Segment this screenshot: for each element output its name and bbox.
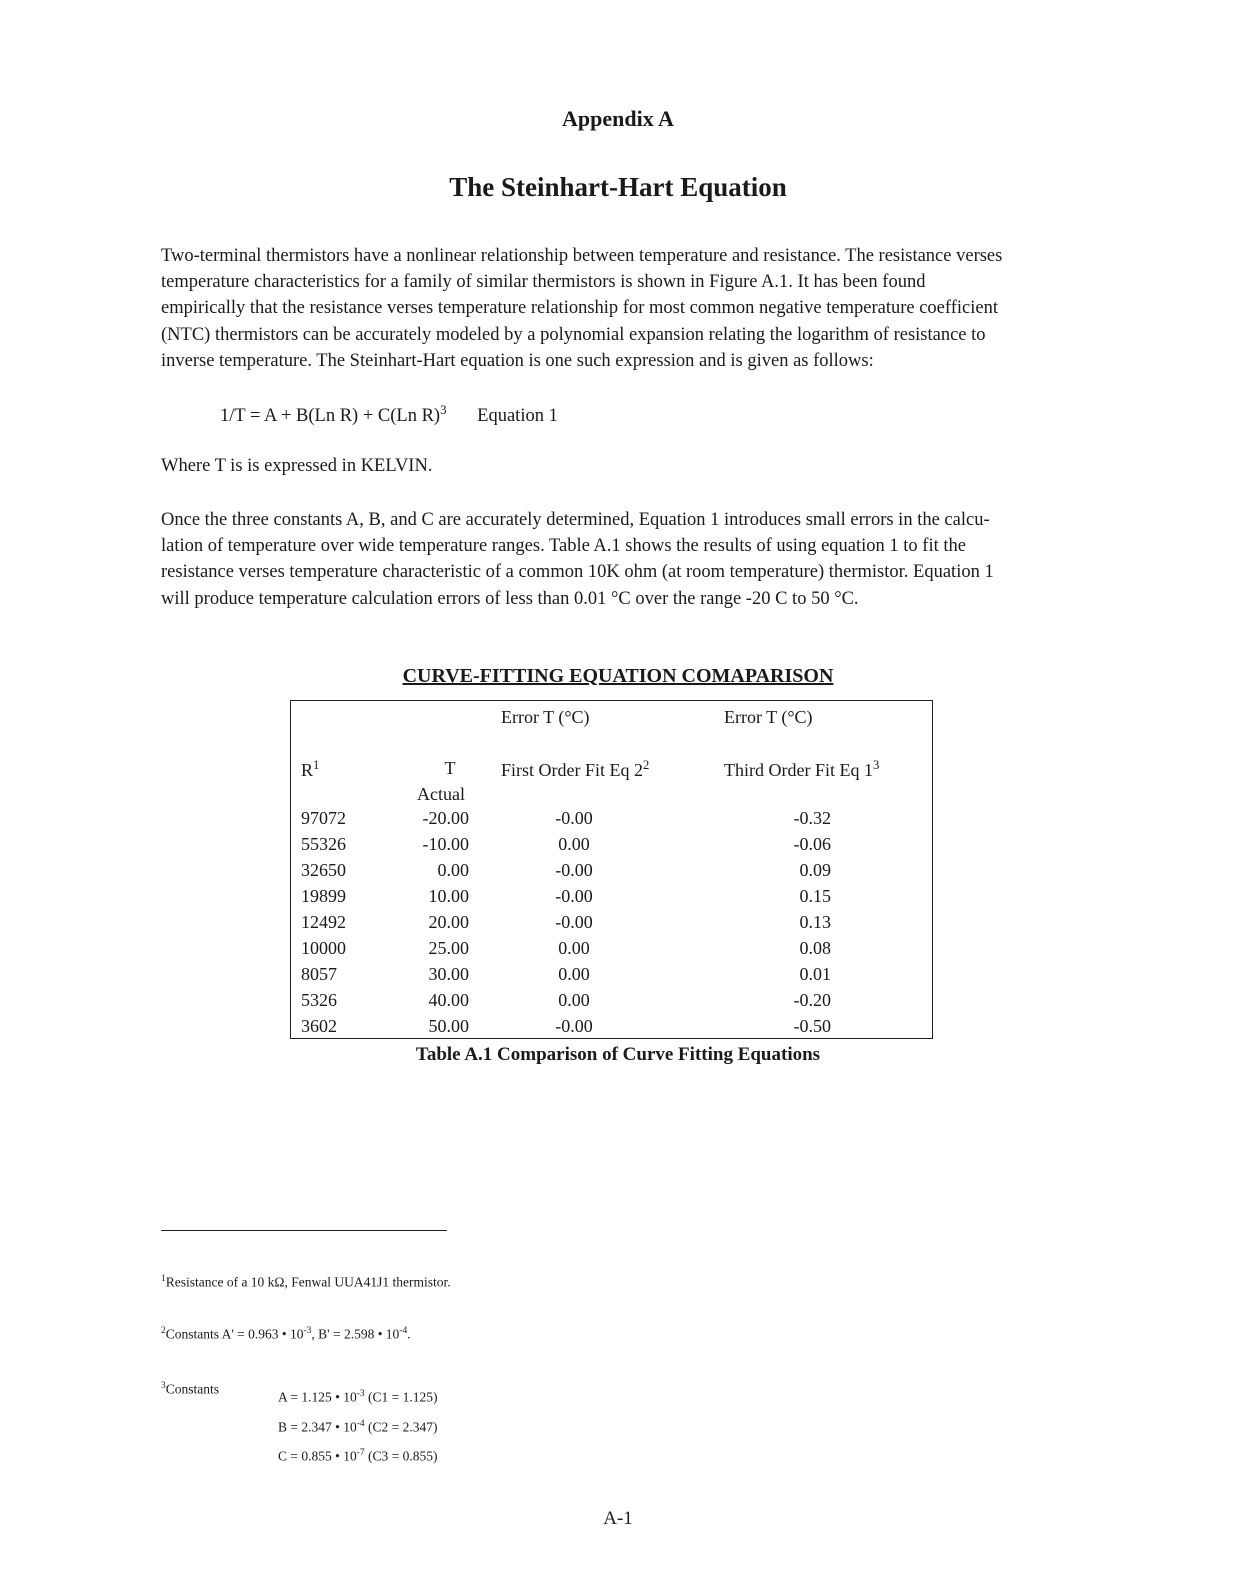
appendix-heading: Appendix A xyxy=(562,106,674,131)
cell-first-order-error: 0.00 xyxy=(558,964,590,984)
cell-resistance: 3602 xyxy=(301,1016,337,1036)
table-caption: Table A.1 Comparison of Curve Fitting Equations xyxy=(415,1044,821,1065)
cell-third-order-error: -0.06 xyxy=(793,834,831,854)
footnote-2-exp-b: -4 xyxy=(399,1326,408,1336)
cell-first-order-error: -0.00 xyxy=(555,886,593,906)
cell-resistance: 5326 xyxy=(301,990,337,1010)
paragraph-line: Once the three constants A, B, and C are accurately determined, Equation 1 introduces small errors in the calcu- xyxy=(161,510,990,530)
footnote-ref-3: 3 xyxy=(872,758,880,772)
page-number: A-1 xyxy=(603,1508,633,1529)
col-header-t-actual: Actual xyxy=(417,784,465,804)
constant-note: (C1 = 1.125) xyxy=(364,1389,438,1405)
cell-third-order-error: -0.20 xyxy=(793,990,831,1010)
col-header-first-text: First Order Fit Eq 2 xyxy=(501,760,643,780)
cell-third-order-error: 0.08 xyxy=(799,938,831,958)
footnote-3-constants xyxy=(278,1381,437,1470)
equation-label: Equation 1 xyxy=(477,406,558,427)
cell-temperature: 10.00 xyxy=(428,886,469,906)
footnote-rule xyxy=(161,1230,447,1231)
col-header-third-order xyxy=(724,758,879,781)
footnote-3-label: Constants xyxy=(165,1381,219,1397)
cell-third-order-error: 0.09 xyxy=(799,860,831,880)
error-header-third: Error T (°C) xyxy=(724,707,813,727)
equation: 1/T = A + B(Ln R) + C(Ln R) xyxy=(220,406,441,427)
cell-third-order-error: 0.13 xyxy=(799,912,831,932)
constant-line xyxy=(278,1411,437,1441)
cell-first-order-error: -0.00 xyxy=(555,860,593,880)
cell-third-order-error: -0.32 xyxy=(793,808,831,828)
constant-text: C = 0.855 • 10 xyxy=(278,1448,357,1464)
cell-third-order-error: 0.15 xyxy=(799,886,831,906)
cell-temperature: -10.00 xyxy=(422,834,469,854)
paragraph-line: (NTC) thermistors can be accurately modeled by a polynomial expansion relating the logarithm of resistance to xyxy=(161,324,986,345)
where-line: Where T is is expressed in KELVIN. xyxy=(161,456,433,476)
cell-resistance: 12492 xyxy=(301,912,346,932)
constant-note: (C2 = 2.347) xyxy=(364,1419,438,1434)
cell-third-order-error: -0.50 xyxy=(793,1016,831,1036)
footnote-2-exp-a: -3 xyxy=(303,1326,312,1336)
constant-exp: -7 xyxy=(356,1448,365,1458)
cell-temperature: 0.00 xyxy=(437,860,469,880)
footnote-mark: 3 xyxy=(161,1381,166,1391)
cell-temperature: 30.00 xyxy=(428,964,469,984)
cell-first-order-error: -0.00 xyxy=(555,1016,593,1036)
cell-resistance: 32650 xyxy=(301,860,346,880)
paragraph-line: Two-terminal thermistors have a nonlinear relationship between temperature and resistance. The resistance verses xyxy=(161,246,1003,266)
footnote-2-text-b: , B' = 2.598 • 10 xyxy=(311,1326,400,1342)
constant-exp: -4 xyxy=(356,1418,365,1429)
cell-first-order-error: 0.00 xyxy=(558,834,590,854)
constant-exp: -3 xyxy=(356,1389,365,1399)
comparison-table xyxy=(290,700,933,1039)
footnote-mark: 1 xyxy=(161,1274,166,1284)
equation-exponent: 3 xyxy=(440,402,447,417)
footnote-2-text-a: Constants A' = 0.963 • 10 xyxy=(165,1326,304,1342)
cell-resistance: 97072 xyxy=(301,808,346,828)
footnote-1-text: Resistance of a 10 kΩ, Fenwal UUA41J1 thermistor. xyxy=(165,1274,451,1290)
col-header-third-text: Third Order Fit Eq 1 xyxy=(724,760,873,780)
cell-temperature: 40.00 xyxy=(428,990,469,1010)
cell-resistance: 55326 xyxy=(301,834,346,854)
cell-resistance: 10000 xyxy=(301,938,346,958)
paragraph-line: empirically that the resistance verses temperature relationship for most common negative temperature coefficient xyxy=(161,298,998,319)
footnote-2-end: . xyxy=(407,1326,411,1342)
cell-first-order-error: 0.00 xyxy=(558,938,590,958)
paragraph-line: lation of temperature over wide temperature ranges. Table A.1 shows the results of using equation 1 to fit the xyxy=(161,536,966,557)
footnote-ref-2: 2 xyxy=(643,758,650,772)
col-header-t: T xyxy=(444,758,456,778)
col-header-r-text: R xyxy=(301,760,314,780)
cell-first-order-error: -0.00 xyxy=(555,808,593,828)
cell-temperature: 20.00 xyxy=(428,912,469,932)
footnote-2 xyxy=(161,1326,411,1343)
footnote-3 xyxy=(161,1381,219,1398)
col-header-first-order xyxy=(501,758,649,781)
results-paragraph xyxy=(161,507,1076,612)
footnote-ref-1: 1 xyxy=(313,758,320,772)
constant-text: A = 1.125 • 10 xyxy=(278,1389,357,1405)
cell-temperature: 25.00 xyxy=(428,938,469,958)
paragraph-line: temperature characteristics for a family of similar thermistors is shown in Figure A.1. It has been found xyxy=(161,272,926,293)
constant-line xyxy=(278,1440,437,1470)
cell-first-order-error: 0.00 xyxy=(558,990,590,1010)
cell-resistance: 19899 xyxy=(301,886,346,906)
cell-first-order-error: -0.00 xyxy=(555,912,593,932)
constant-line xyxy=(278,1381,437,1411)
intro-paragraph xyxy=(161,243,1076,374)
paragraph-line: inverse temperature. The Steinhart-Hart equation is one such expression and is given as follows: xyxy=(161,350,874,371)
equation-line xyxy=(220,402,558,427)
footnote-mark: 2 xyxy=(161,1326,166,1336)
table-title: CURVE-FITTING EQUATION COMAPARISON xyxy=(402,665,834,687)
cell-temperature: -20.00 xyxy=(422,808,469,828)
cell-resistance: 8057 xyxy=(301,964,337,984)
constant-text: B = 2.347 • 10 xyxy=(278,1419,357,1434)
footnote-1 xyxy=(161,1274,451,1291)
page-title: The Steinhart-Hart Equation xyxy=(449,172,787,202)
paragraph-line: resistance verses temperature characteristic of a common 10K ohm (at room temperature) thermistor. Equation 1 xyxy=(161,562,994,583)
col-header-r xyxy=(301,758,319,781)
paragraph-line: will produce temperature calculation errors of less than 0.01 °C over the range -20 C to 50 °C. xyxy=(161,588,859,609)
constant-note: (C3 = 0.855) xyxy=(364,1448,438,1464)
cell-third-order-error: 0.01 xyxy=(799,964,831,984)
cell-temperature: 50.00 xyxy=(428,1016,469,1036)
error-header-first: Error T (°C) xyxy=(501,707,590,727)
